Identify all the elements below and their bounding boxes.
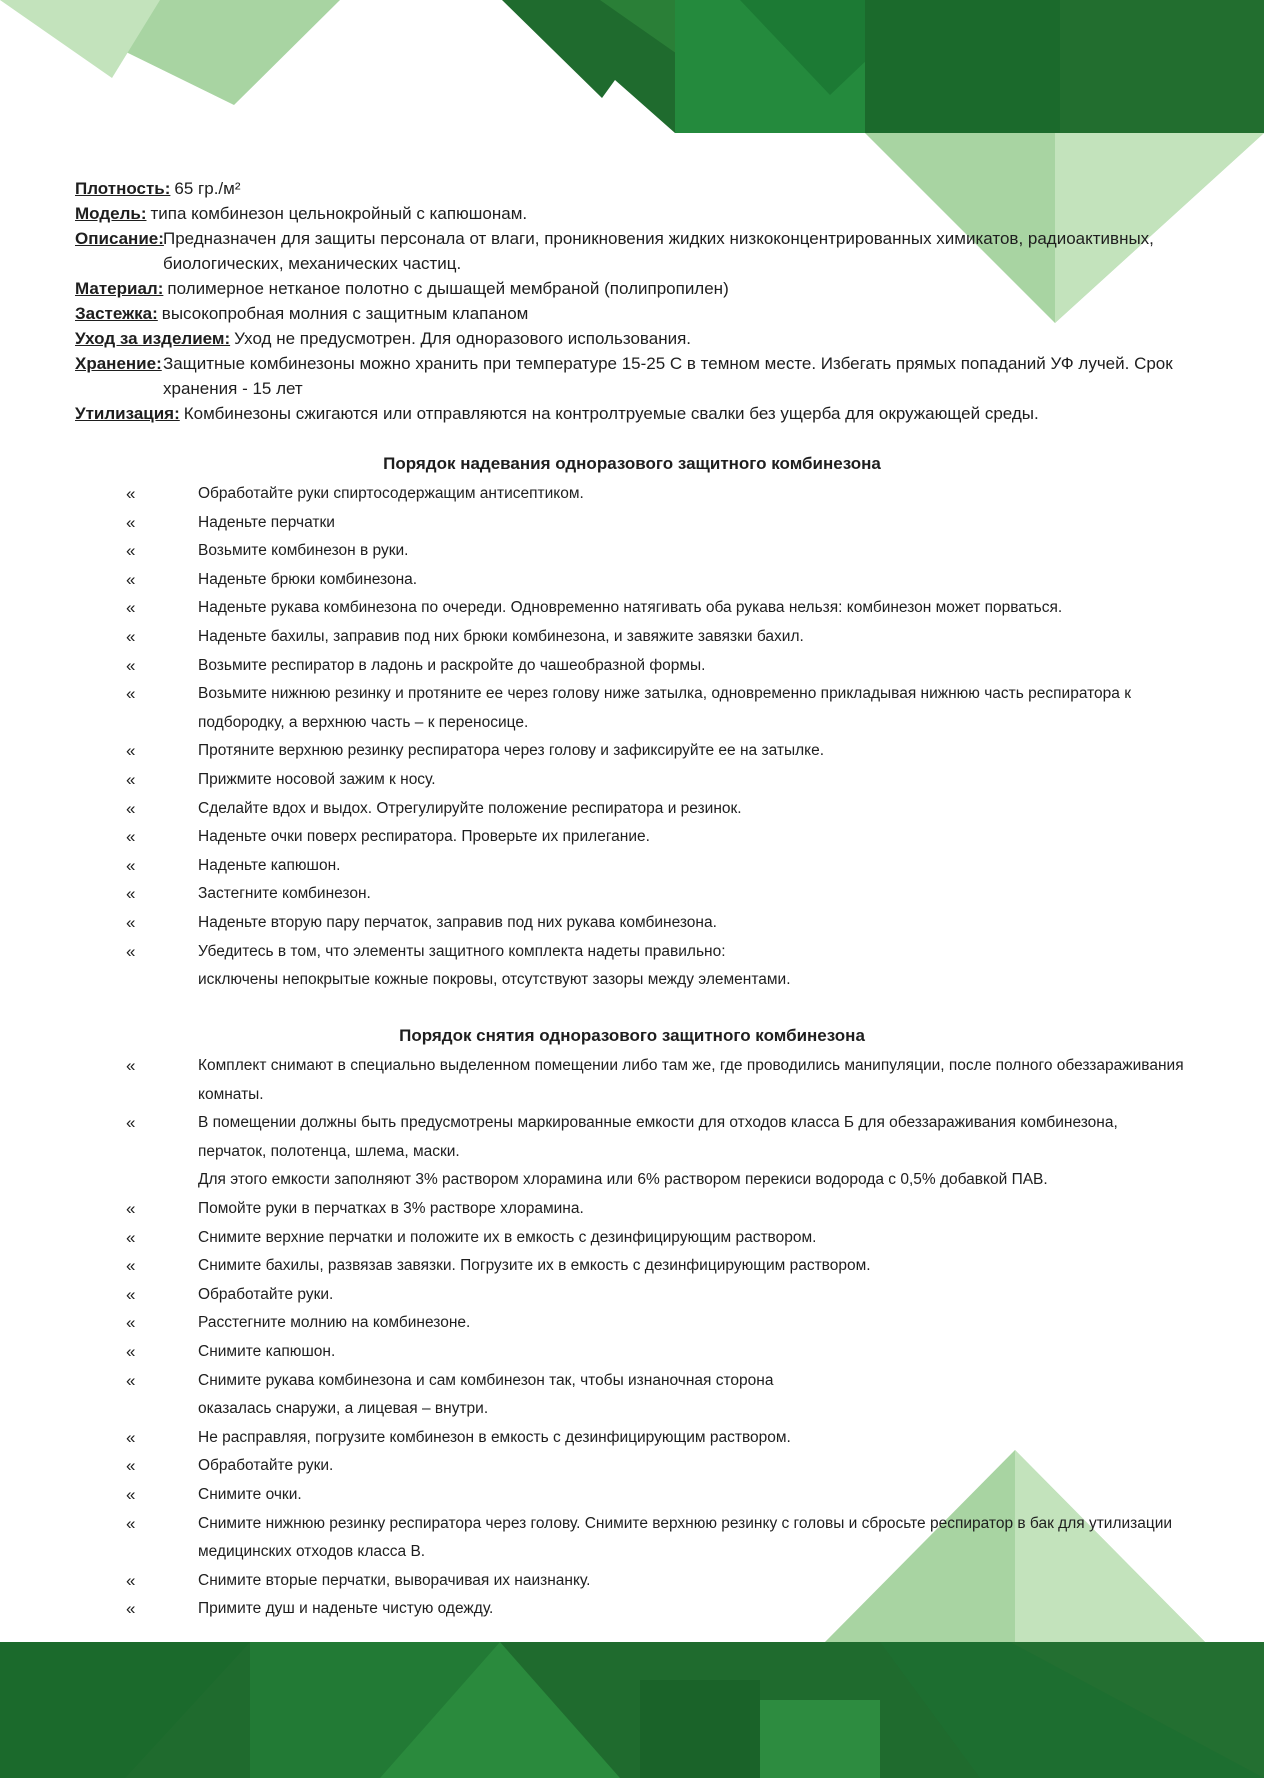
list-item: [0, 852, 1264, 881]
list-item: [0, 509, 1264, 538]
list-item: [0, 1109, 1264, 1166]
bullet-icon: «: [126, 598, 136, 618]
step-text: Наденьте бахилы, заправив под них брюки комбинезона, и завяжите завязки бахил.: [198, 627, 804, 645]
step-text: Наденьте перчатки: [198, 513, 335, 531]
list-item: [0, 1367, 1264, 1396]
property-row: [75, 176, 1195, 201]
step-text: Снимите вторые перчатки, выворачивая их наизнанку.: [198, 1571, 591, 1589]
list-item: [0, 909, 1264, 938]
doffing-steps: [0, 1052, 1264, 1624]
list-item: [0, 623, 1264, 652]
step-text: Снимите очки.: [198, 1485, 302, 1503]
property-value: 65 гр./м²: [174, 179, 241, 198]
property-key: Плотность:: [75, 179, 171, 198]
bullet-icon: «: [126, 941, 136, 961]
list-item: [0, 1395, 1264, 1424]
bullet-icon: «: [126, 1313, 136, 1333]
bullet-icon: «: [126, 1256, 136, 1276]
step-text: Комплект снимают в специально выделенном помещении либо там же, где проводились манипуляции, после полного обеззараживания комнаты.: [198, 1057, 1184, 1103]
step-text: Снимите капюшон.: [198, 1342, 336, 1360]
property-row: [75, 201, 1195, 226]
bullet-icon: «: [126, 1341, 136, 1361]
list-item: [0, 1510, 1264, 1567]
list-item: [0, 1252, 1264, 1281]
top-left-triangle-small: [0, 0, 160, 78]
property-row: [75, 401, 1195, 426]
bullet-icon: «: [126, 1198, 136, 1218]
bullet-icon: «: [126, 827, 136, 847]
property-key: Утилизация:: [75, 404, 180, 423]
property-value: Предназначен для защиты персонала от влаги, проникновения жидких низкоконцентрированных химикатов, радиоактивных, биологических, механических частиц.: [163, 229, 1154, 273]
step-text: В помещении должны быть предусмотрены маркированные емкости для отходов класса Б для обеззараживания комбинезона, перчаток, полотенца, шлема, маски.: [198, 1114, 1118, 1160]
bullet-icon: «: [126, 484, 136, 503]
property-key: Хранение:: [75, 354, 162, 373]
list-item: [0, 938, 1264, 967]
bullet-icon: «: [126, 1227, 136, 1247]
bullet-icon: «: [126, 741, 136, 761]
list-item: [0, 566, 1264, 595]
bullet-icon: «: [126, 855, 136, 875]
property-row: [75, 351, 1195, 401]
list-item: [0, 795, 1264, 824]
bullet-icon: «: [126, 1427, 136, 1447]
bullet-icon: «: [126, 769, 136, 789]
step-text: Наденьте вторую пару перчаток, заправив под них рукава комбинезона.: [198, 913, 717, 931]
property-key: Описание:: [75, 229, 164, 248]
list-item: [0, 1567, 1264, 1596]
bullet-icon: «: [126, 798, 136, 818]
step-text: Расстегните молнию на комбинезоне.: [198, 1314, 471, 1332]
list-item: [0, 1166, 1264, 1195]
list-item: [0, 480, 1264, 509]
property-key: Уход за изделием:: [75, 329, 231, 348]
property-row: [75, 326, 1195, 351]
bullet-icon: «: [126, 541, 136, 561]
step-text: Наденьте брюки комбинезона.: [198, 570, 418, 588]
product-properties: [75, 176, 1195, 426]
list-item: [0, 537, 1264, 566]
property-row: [75, 301, 1195, 326]
step-text: Сделайте вдох и выдох. Отрегулируйте положение респиратора и резинок.: [198, 799, 742, 817]
list-item: [0, 766, 1264, 795]
step-text: Убедитесь в том, что элементы защитного комплекта надеты правильно:: [198, 942, 726, 960]
bullet-icon: «: [126, 1513, 136, 1533]
bullet-icon: «: [126, 884, 136, 904]
property-key: Застежка:: [75, 304, 158, 323]
step-text: Снимите верхние перчатки и положите их в емкость с дезинфицирующим раствором.: [198, 1228, 817, 1246]
property-row: [75, 226, 1195, 276]
list-item: [0, 880, 1264, 909]
list-item: [0, 1338, 1264, 1367]
bullet-icon: «: [126, 912, 136, 932]
step-text: Снимите нижнюю резинку респиратора через голову. Снимите верхнюю резинку с головы и сбросьте респиратор в бак для утилизации медицинских отходов класса В.: [198, 1514, 1173, 1561]
list-item: [0, 652, 1264, 681]
property-value: высокопробная молния с защитным клапаном: [161, 304, 529, 323]
step-text: Для этого емкости заполняют 3% раствором хлорамина или 6% раствором перекиси водорода с 0,5% добавкой ПАВ.: [198, 1171, 1048, 1189]
step-text: Примите душ и наденьте чистую одежду.: [198, 1600, 494, 1618]
list-item: [0, 1052, 1264, 1109]
bullet-icon: «: [126, 1056, 136, 1075]
step-text: оказалась снаружи, а лицевая – внутри.: [198, 1400, 489, 1418]
bullet-icon: «: [126, 1599, 136, 1619]
bullet-icon: «: [126, 512, 136, 532]
property-key: Материал:: [75, 279, 164, 298]
step-text: Возьмите респиратор в ладонь и раскройте до чашеобразной формы.: [198, 656, 706, 674]
step-text: Обработайте руки.: [198, 1285, 334, 1303]
bullet-icon: «: [126, 1370, 136, 1390]
bullet-icon: «: [126, 626, 136, 646]
bottom-band-shape-5: [760, 1700, 880, 1778]
bullet-icon: «: [126, 1113, 136, 1133]
list-item: [0, 966, 1264, 995]
step-text: Снимите бахилы, развязав завязки. Погрузите их в емкость с дезинфицирующим раствором.: [198, 1257, 871, 1275]
donning-title: Порядок надевания одноразового защитного комбинезона: [383, 454, 881, 473]
bullet-icon: «: [126, 1570, 136, 1590]
list-item: [0, 1595, 1264, 1624]
donning-steps: [0, 480, 1264, 995]
property-value: Комбинезоны сжигаются или отправляются на контролтруемые свалки без ущерба для окружающей среды.: [183, 404, 1039, 423]
step-text: Протяните верхнюю резинку респиратора через голову и зафиксируйте ее на затылке.: [198, 742, 825, 760]
bottom-band-shape-4: [640, 1680, 760, 1778]
list-item: [0, 1281, 1264, 1310]
list-item: [0, 823, 1264, 852]
bullet-icon: «: [126, 655, 136, 675]
step-text: Не расправляя, погрузите комбинезон в емкость с дезинфицирующим раствором.: [198, 1428, 791, 1446]
bullet-icon: «: [126, 1456, 136, 1476]
property-value: типа комбинезон цельнокройный с капюшонам.: [150, 204, 528, 223]
list-item: [0, 1224, 1264, 1253]
step-text: Возьмите нижнюю резинку и протяните ее через голову ниже затылка, одновременно прикладывая нижнюю часть респиратора к подбородку, а верхнюю часть – к переносице.: [198, 685, 1131, 731]
step-text: Наденьте капюшон.: [198, 856, 341, 874]
list-item: [0, 1424, 1264, 1453]
list-item: [0, 680, 1264, 737]
top-band-dark-3: [1060, 0, 1264, 133]
step-text: Возьмите комбинезон в руки.: [198, 542, 409, 560]
step-text: Наденьте рукава комбинезона по очереди. Одновременно натягивать оба рукава нельзя: комбинезон может порваться.: [198, 599, 1063, 617]
property-value: Защитные комбинезоны можно хранить при температуре 15-25 С в темном месте. Избегать прямых попаданий УФ лучей. Срок хранения - 15 лет: [163, 354, 1173, 398]
doffing-title: Порядок снятия одноразового защитного комбинезона: [399, 1026, 865, 1045]
bullet-icon: «: [126, 1284, 136, 1304]
step-text: Прижмите носовой зажим к носу.: [198, 770, 436, 788]
step-text: Наденьте очки поверх респиратора. Проверьте их прилегание.: [198, 828, 650, 846]
property-key: Модель:: [75, 204, 147, 223]
list-item: [0, 1195, 1264, 1224]
property-value: полимерное нетканое полотно с дышащей мембраной (полипропилен): [167, 279, 729, 298]
list-item: [0, 594, 1264, 623]
property-row: [75, 276, 1195, 301]
list-item: [0, 737, 1264, 766]
list-item: [0, 1309, 1264, 1338]
property-value: Уход не предусмотрен. Для одноразового использования.: [234, 329, 692, 348]
list-item: [0, 1452, 1264, 1481]
bullet-icon: «: [126, 684, 136, 704]
bullet-icon: «: [126, 569, 136, 589]
step-text: исключены непокрытые кожные покровы, отсутствуют зазоры между элементами.: [198, 971, 791, 989]
list-item: [0, 1481, 1264, 1510]
step-text: Застегните комбинезон.: [198, 885, 371, 903]
step-text: Обработайте руки спиртосодержащим антисептиком.: [198, 485, 584, 502]
step-text: Помойте руки в перчатках в 3% растворе хлорамина.: [198, 1199, 584, 1217]
step-text: Снимите рукава комбинезона и сам комбинезон так, чтобы изнаночная сторона: [198, 1371, 774, 1389]
bullet-icon: «: [126, 1484, 136, 1504]
step-text: Обработайте руки.: [198, 1457, 334, 1475]
